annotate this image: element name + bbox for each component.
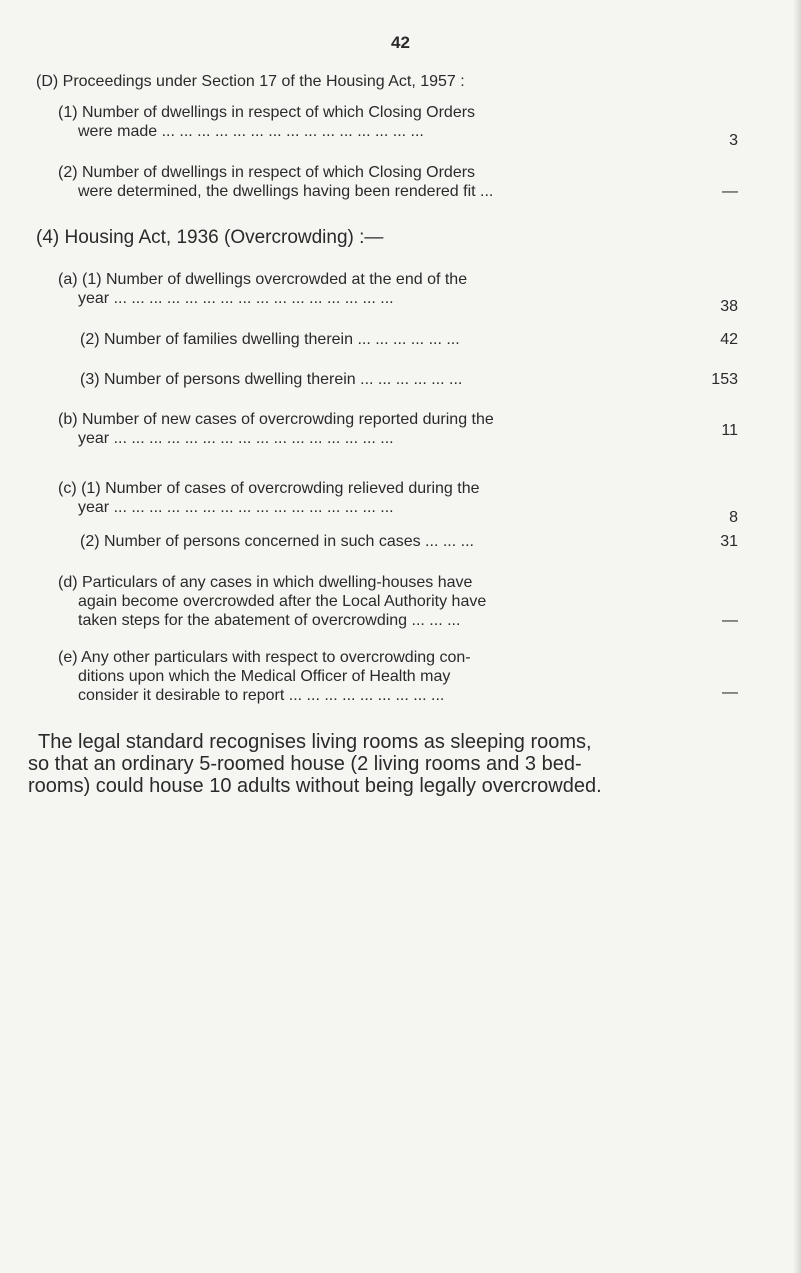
e-line1: (e) Any other particulars with respect to overcrowding con-: [58, 649, 471, 666]
d-line3: taken steps for the abatement of overcrowding ... ... ...: [78, 612, 461, 629]
a3-text: (3) Number of persons dwelling therein ... ... ... ... ... ...: [80, 371, 463, 388]
a3-value: 153: [711, 371, 738, 388]
page-number: 42: [391, 33, 410, 52]
c2-text: (2) Number of persons concerned in such cases ... ... ...: [80, 533, 474, 550]
b-line1: (b) Number of new cases of overcrowding reported during the: [58, 411, 494, 428]
c1-line1: (c) (1) Number of cases of overcrowding relieved during the: [58, 480, 480, 497]
c2-value: 31: [720, 533, 738, 550]
a2-text: (2) Number of families dwelling therein ... ... ... ... ... ...: [80, 331, 460, 348]
d1-line2: were made ... ... ... ... ... ... ... ... ... ... ... ... ... ... ...: [78, 123, 424, 140]
b-line2: year ... ... ... ... ... ... ... ... ... ... ... ... ... ... ... ...: [78, 430, 394, 447]
d1-value: 3: [729, 132, 738, 149]
d-value: —: [722, 612, 738, 629]
d-line2: again become overcrowded after the Local Authority have: [78, 593, 487, 610]
a2-value: 42: [720, 331, 738, 348]
b-value: 11: [721, 422, 738, 439]
section-d-heading: (D) Proceedings under Section 17 of the Housing Act, 1957 :: [36, 73, 465, 90]
e-line2: ditions upon which the Medical Officer of Health may: [78, 668, 451, 685]
d-line1: (d) Particulars of any cases in which dwelling-houses have: [58, 574, 473, 591]
d2-value: —: [722, 183, 738, 200]
a1-line2: year ... ... ... ... ... ... ... ... ... ... ... ... ... ... ... ...: [78, 290, 394, 307]
closing-paragraph-line2: so that an ordinary 5-roomed house (2 living rooms and 3 bed-: [28, 753, 582, 775]
closing-paragraph-line3: rooms) could house 10 adults without being legally overcrowded.: [28, 775, 602, 797]
d2-line1: (2) Number of dwellings in respect of which Closing Orders: [58, 164, 476, 181]
c1-value: 8: [729, 509, 738, 526]
c1-line2: year ... ... ... ... ... ... ... ... ... ... ... ... ... ... ... ...: [78, 499, 394, 516]
a1-value: 38: [720, 298, 738, 315]
e-value: —: [722, 684, 738, 701]
d2-line2: were determined, the dwellings having been rendered fit ...: [78, 183, 494, 200]
d1-line1: (1) Number of dwellings in respect of which Closing Orders: [58, 104, 476, 121]
page-edge-shadow: [793, 0, 801, 1273]
e-line3: consider it desirable to report ... ... ... ... ... ... ... ... ...: [78, 687, 445, 704]
closing-paragraph-line1: The legal standard recognises living rooms as sleeping rooms,: [38, 731, 592, 753]
a1-line1: (a) (1) Number of dwellings overcrowded at the end of the: [58, 271, 468, 288]
section-4-heading: (4) Housing Act, 1936 (Overcrowding) :—: [36, 227, 384, 248]
